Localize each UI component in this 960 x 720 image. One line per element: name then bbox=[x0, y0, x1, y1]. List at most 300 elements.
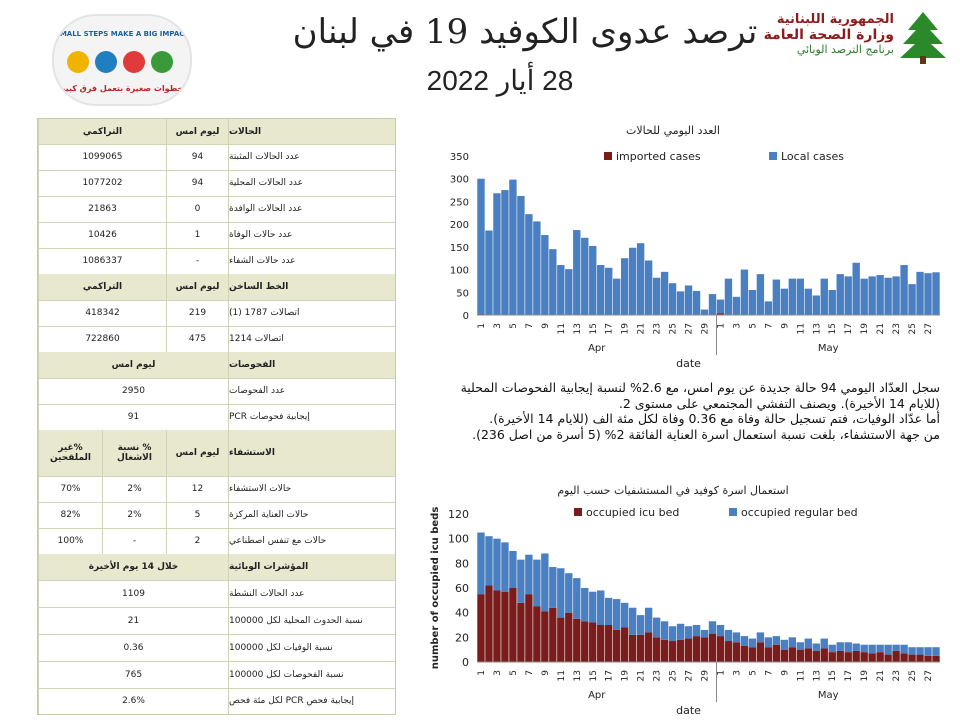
bar-s2 bbox=[717, 625, 724, 636]
indicators-header-row bbox=[38, 554, 395, 581]
bar-s2 bbox=[725, 630, 732, 641]
y-tick-label: 150 bbox=[449, 242, 469, 254]
legend-label: occupied regular bed bbox=[741, 506, 858, 519]
bar-s2 bbox=[677, 624, 684, 640]
x-tick-label: 3 bbox=[492, 323, 503, 329]
bar-s2 bbox=[541, 553, 548, 611]
header-yesterday: ليوم امس bbox=[166, 119, 228, 144]
bar-s2 bbox=[565, 573, 572, 612]
bar-s2 bbox=[932, 272, 939, 315]
bar-s1 bbox=[829, 652, 836, 662]
bar-s2 bbox=[525, 555, 532, 594]
bar-s2 bbox=[725, 279, 732, 315]
bar-s1 bbox=[517, 603, 524, 662]
bar-s2 bbox=[749, 290, 756, 315]
table-row bbox=[38, 196, 395, 223]
header-cases: الحالات bbox=[228, 119, 395, 144]
hospital-beds-chart bbox=[420, 478, 945, 718]
bar-s1 bbox=[789, 647, 796, 662]
bar-s2 bbox=[533, 560, 540, 607]
x-tick-label: 23 bbox=[892, 323, 903, 335]
bar-s1 bbox=[837, 651, 844, 662]
cell-label: اتصالات 1214 bbox=[228, 326, 395, 352]
header-indicators: المؤشرات الوبائية bbox=[228, 554, 395, 580]
x-tick-label: 29 bbox=[700, 323, 711, 335]
bar-s1 bbox=[701, 637, 708, 662]
cell-yesterday: 94 bbox=[166, 170, 228, 196]
bar-s2 bbox=[685, 626, 692, 638]
cell-value: 765 bbox=[38, 661, 228, 688]
table-row bbox=[38, 378, 395, 405]
x-tick-label: 1 bbox=[476, 323, 487, 329]
header-yesterday: ليوم امس bbox=[38, 352, 228, 378]
cell-cumulative: 418342 bbox=[38, 300, 166, 326]
x-tick-label: 5 bbox=[508, 670, 519, 676]
bar-s2 bbox=[485, 231, 492, 315]
y-tick-label: 80 bbox=[455, 557, 469, 571]
bar-s1 bbox=[477, 594, 484, 662]
cell-yesterday: 2 bbox=[166, 528, 228, 554]
bar-s1 bbox=[541, 611, 548, 662]
bar-s1 bbox=[685, 639, 692, 662]
bar-s2 bbox=[573, 230, 580, 315]
bar-s1 bbox=[932, 656, 939, 662]
bar-s2 bbox=[613, 279, 620, 315]
x-tick-label: 13 bbox=[572, 323, 583, 335]
bar-s1 bbox=[908, 655, 915, 662]
cell-label: عدد حالات الشفاء bbox=[228, 248, 395, 274]
table-row bbox=[38, 248, 395, 275]
bar-s2 bbox=[669, 626, 676, 641]
bar-s1 bbox=[725, 641, 732, 662]
legend-swatch bbox=[604, 152, 612, 160]
table-row bbox=[38, 502, 395, 529]
bar-s2 bbox=[509, 551, 516, 588]
bar-s2 bbox=[581, 238, 588, 315]
bar-s2 bbox=[493, 193, 500, 315]
cell-yesterday: 2950 bbox=[38, 378, 228, 404]
cell-occupancy: 2% bbox=[102, 502, 166, 528]
x-tick-label: 21 bbox=[876, 323, 887, 335]
hotline-header-row bbox=[38, 274, 395, 301]
bar-s2 bbox=[765, 637, 772, 647]
bar-s1 bbox=[900, 653, 907, 662]
x-tick-label: 17 bbox=[604, 670, 615, 682]
summary-line4: من جهة الاستشفاء، بلغت نسبة استعمال اسرة العناية الفائقة 2% (5 أسرة من اصل 236). bbox=[472, 426, 940, 442]
chart-title: استعمال اسرة كوفيد في المستشفيات حسب اليوم bbox=[557, 484, 789, 497]
x-tick-label: 7 bbox=[524, 670, 535, 676]
logo-top-text: SMALL STEPS MAKE A BIG IMPACT bbox=[54, 30, 190, 38]
cell-yesterday: 0 bbox=[166, 196, 228, 222]
bar-s2 bbox=[829, 290, 836, 315]
bar-s1 bbox=[892, 651, 899, 662]
bar-s2 bbox=[709, 294, 716, 315]
x-tick-label: 9 bbox=[540, 323, 551, 329]
bar-s2 bbox=[852, 644, 859, 651]
x-tick-label: 21 bbox=[876, 670, 887, 682]
bar-s2 bbox=[589, 592, 596, 623]
bar-s2 bbox=[637, 615, 644, 635]
month-label: May bbox=[817, 343, 839, 354]
x-tick-label: 1 bbox=[476, 670, 487, 676]
logo-bottom-text: خطوات صغيرة بتعمل فرق كبير bbox=[60, 84, 184, 93]
x-tick-label: 27 bbox=[684, 670, 695, 682]
header-hotline: الخط الساخن bbox=[228, 274, 395, 300]
y-tick-label: 100 bbox=[448, 532, 469, 546]
x-tick-label: 27 bbox=[684, 323, 695, 335]
bar-s2 bbox=[932, 647, 939, 656]
bar-s1 bbox=[597, 625, 604, 662]
x-tick-label: 1 bbox=[716, 323, 727, 329]
campaign-logo bbox=[52, 14, 192, 106]
table-row bbox=[38, 404, 395, 431]
x-tick-label: 25 bbox=[668, 323, 679, 335]
bar-s2 bbox=[549, 249, 556, 315]
cell-label: عدد الحالات المثبتة bbox=[228, 144, 395, 170]
cell-label: عدد حالات الوفاة bbox=[228, 222, 395, 248]
x-tick-label: 11 bbox=[796, 323, 807, 335]
header-cumulative: التراكمي bbox=[38, 274, 166, 300]
cell-cumulative: 1086337 bbox=[38, 248, 166, 274]
header-yesterday: ليوم امس bbox=[166, 274, 228, 300]
bar-s1 bbox=[733, 642, 740, 662]
ministry-name bbox=[760, 12, 894, 56]
x-tick-label: 15 bbox=[828, 323, 839, 335]
cell-label: عدد الحالات النشطة bbox=[228, 580, 395, 607]
bar-s1 bbox=[485, 586, 492, 662]
bar-s2 bbox=[813, 295, 820, 315]
bar-s2 bbox=[517, 196, 524, 315]
cell-yesterday: 1 bbox=[166, 222, 228, 248]
cell-cumulative: 10426 bbox=[38, 222, 166, 248]
bar-s2 bbox=[557, 265, 564, 315]
month-label: Apr bbox=[588, 343, 606, 354]
table-row bbox=[38, 528, 395, 555]
cell-occupancy: 2% bbox=[102, 476, 166, 502]
table-row bbox=[38, 222, 395, 249]
bar-s1 bbox=[533, 607, 540, 663]
bar-s2 bbox=[685, 285, 692, 315]
bar-s1 bbox=[749, 647, 756, 662]
x-axis-title: date bbox=[676, 357, 701, 370]
bar-s2 bbox=[924, 273, 931, 315]
hospital-header-row bbox=[38, 430, 395, 477]
x-tick-label: 9 bbox=[780, 323, 791, 329]
bar-s1 bbox=[717, 636, 724, 662]
bar-s2 bbox=[677, 291, 684, 315]
table-row bbox=[38, 170, 395, 197]
cell-yesterday: 94 bbox=[166, 144, 228, 170]
cedar-tree-icon bbox=[898, 10, 948, 64]
bar-s1 bbox=[757, 642, 764, 662]
bar-s2 bbox=[645, 608, 652, 633]
table-row bbox=[38, 144, 395, 171]
y-tick-label: 60 bbox=[455, 582, 469, 595]
x-tick-label: 21 bbox=[636, 323, 647, 335]
x-tick-label: 7 bbox=[764, 670, 775, 676]
summary-line2: (للايام 14 الأخيرة). ويصنف التفشي المجتمعي على مستوى 2. bbox=[618, 395, 940, 411]
bar-s1 bbox=[693, 636, 700, 662]
cell-cumulative: 1099065 bbox=[38, 144, 166, 170]
table-row bbox=[38, 300, 395, 327]
cell-yesterday: 475 bbox=[166, 326, 228, 352]
cell-cumulative: 1077202 bbox=[38, 170, 166, 196]
bar-s2 bbox=[789, 279, 796, 315]
bar-s2 bbox=[916, 272, 923, 315]
y-tick-label: 350 bbox=[449, 152, 469, 163]
cell-label: اتصالات 1787 (1) bbox=[228, 300, 395, 326]
bar-s2 bbox=[805, 639, 812, 649]
header-tests: الفحوصات bbox=[228, 352, 395, 378]
y-tick-label: 0 bbox=[462, 311, 469, 322]
x-tick-label: 3 bbox=[492, 670, 503, 676]
bar-s2 bbox=[477, 179, 484, 314]
bar-s2 bbox=[924, 647, 931, 656]
bar-s1 bbox=[884, 655, 891, 662]
x-tick-label: 7 bbox=[764, 323, 775, 329]
cell-cumulative: 21863 bbox=[38, 196, 166, 222]
cell-value: 21 bbox=[38, 607, 228, 634]
bar-s1 bbox=[557, 618, 564, 662]
bar-s2 bbox=[613, 599, 620, 630]
bar-s2 bbox=[900, 265, 907, 315]
bar-s1 bbox=[493, 590, 500, 662]
cell-label: إيجابية فحص PCR لكل مئة فحص bbox=[228, 688, 395, 714]
x-tick-label: 1 bbox=[716, 670, 727, 676]
bar-s2 bbox=[717, 300, 724, 314]
bar-s2 bbox=[892, 276, 899, 315]
bar-s2 bbox=[549, 567, 556, 608]
bar-s2 bbox=[749, 639, 756, 648]
bar-s2 bbox=[645, 260, 652, 315]
bar-s1 bbox=[781, 650, 788, 662]
legend-label: occupied icu bed bbox=[586, 506, 680, 519]
bar-s2 bbox=[813, 644, 820, 651]
bar-s2 bbox=[900, 645, 907, 654]
bar-s2 bbox=[741, 636, 748, 646]
cell-label: عدد الحالات المحلية bbox=[228, 170, 395, 196]
cell-value: 1109 bbox=[38, 580, 228, 607]
bar-s1 bbox=[661, 640, 668, 662]
bar-s2 bbox=[837, 274, 844, 315]
table-row bbox=[38, 607, 395, 635]
summary-text bbox=[420, 380, 940, 442]
summary-line3: أما عدّاد الوفيات، فتم تسجيل حالة وفاة مع 0.36 وفاة لكل مئة الف (للايام 14 الأخيرة). bbox=[489, 411, 940, 426]
bar-s1 bbox=[805, 648, 812, 662]
x-tick-label: 13 bbox=[812, 323, 823, 335]
bar-s1 bbox=[549, 608, 556, 662]
bar-s2 bbox=[789, 637, 796, 647]
bar-s2 bbox=[908, 647, 915, 654]
x-tick-label: 27 bbox=[924, 323, 935, 335]
cell-label: نسبة الحدوث المحلية لكل 100000 bbox=[228, 607, 395, 634]
bar-s2 bbox=[868, 276, 875, 315]
cell-cumulative: 722860 bbox=[38, 326, 166, 352]
bar-s2 bbox=[629, 248, 636, 315]
bar-s1 bbox=[637, 635, 644, 662]
bar-s2 bbox=[605, 598, 612, 625]
x-tick-label: 17 bbox=[604, 323, 615, 335]
x-tick-label: 25 bbox=[668, 670, 679, 682]
bar-s2 bbox=[653, 618, 660, 638]
bar-s2 bbox=[597, 590, 604, 625]
x-tick-label: 15 bbox=[828, 670, 839, 682]
bar-s2 bbox=[517, 560, 524, 603]
bar-s2 bbox=[733, 632, 740, 642]
x-tick-label: 25 bbox=[908, 670, 919, 682]
bar-s1 bbox=[924, 656, 931, 662]
bar-s2 bbox=[589, 246, 596, 315]
bar-s1 bbox=[653, 637, 660, 662]
bar-s1 bbox=[868, 653, 875, 662]
cell-label: حالات مع تنفس اصطناعي bbox=[228, 528, 395, 554]
bar-s2 bbox=[876, 645, 883, 652]
header-yesterday: ليوم امس bbox=[166, 430, 228, 476]
daily-cases-chart bbox=[420, 118, 945, 378]
x-tick-label: 29 bbox=[700, 670, 711, 682]
bar-s2 bbox=[701, 310, 708, 315]
bar-s2 bbox=[693, 625, 700, 636]
bar-s2 bbox=[621, 258, 628, 315]
bar-s1 bbox=[581, 621, 588, 662]
bar-s1 bbox=[589, 623, 596, 662]
ministry-line2: وزارة الصحة العامة bbox=[763, 27, 894, 43]
bar-s2 bbox=[821, 279, 828, 315]
bar-s2 bbox=[669, 283, 676, 315]
table-row bbox=[38, 580, 395, 608]
bar-s2 bbox=[501, 190, 508, 315]
x-tick-label: 9 bbox=[780, 670, 791, 676]
cell-unvaccinated: 100% bbox=[38, 528, 102, 554]
cell-label: نسبة الوفيات لكل 100000 bbox=[228, 634, 395, 661]
bar-s2 bbox=[781, 289, 788, 315]
table-row bbox=[38, 326, 395, 353]
legend-label: imported cases bbox=[616, 150, 701, 163]
cell-occupancy: - bbox=[102, 528, 166, 554]
x-tick-label: 11 bbox=[556, 670, 567, 682]
legend-swatch bbox=[729, 508, 737, 516]
bar-s1 bbox=[565, 613, 572, 662]
bar-s2 bbox=[892, 645, 899, 651]
x-tick-label: 3 bbox=[732, 670, 743, 676]
statistics-table bbox=[37, 118, 396, 715]
y-tick-label: 300 bbox=[449, 174, 469, 186]
bar-s1 bbox=[845, 652, 852, 662]
bar-s1 bbox=[876, 652, 883, 662]
ministry-line1: الجمهورية اللبنانية bbox=[776, 12, 894, 27]
bar-s2 bbox=[757, 632, 764, 642]
header-hospitalization: الاستشفاء bbox=[228, 430, 395, 476]
bar-s1 bbox=[645, 632, 652, 662]
bar-s2 bbox=[581, 588, 588, 621]
bar-s1 bbox=[621, 627, 628, 662]
y-tick-label: 50 bbox=[456, 288, 469, 300]
cell-label: نسبة الفحوصات لكل 100000 bbox=[228, 661, 395, 688]
bar-s1 bbox=[773, 645, 780, 662]
bar-s2 bbox=[829, 645, 836, 652]
x-tick-label: 13 bbox=[572, 670, 583, 682]
bar-s1 bbox=[613, 630, 620, 662]
bar-s2 bbox=[693, 291, 700, 315]
x-tick-label: 19 bbox=[860, 323, 871, 335]
bar-s2 bbox=[773, 280, 780, 315]
table-row bbox=[38, 661, 395, 689]
header-last-14-days: خلال 14 يوم الأخيرة bbox=[38, 554, 228, 580]
x-tick-label: 25 bbox=[908, 323, 919, 335]
bar-s2 bbox=[797, 642, 804, 649]
cell-label: إيجابية فحوصات PCR bbox=[228, 404, 395, 430]
bar-s2 bbox=[653, 278, 660, 315]
bar-s2 bbox=[573, 578, 580, 619]
cell-yesterday: 91 bbox=[38, 404, 228, 430]
month-label: Apr bbox=[588, 690, 606, 701]
chart-title: العدد اليومي للحالات bbox=[626, 124, 720, 137]
bar-s2 bbox=[852, 263, 859, 315]
cell-label: عدد الفحوصات bbox=[228, 378, 395, 404]
bar-s2 bbox=[845, 276, 852, 315]
report-date: 28 أيار 2022 bbox=[426, 65, 574, 96]
x-tick-label: 3 bbox=[732, 323, 743, 329]
bar-s2 bbox=[837, 642, 844, 651]
header-occupancy: % نسبة الاشغال bbox=[102, 430, 166, 476]
bar-s2 bbox=[797, 279, 804, 315]
x-tick-label: 19 bbox=[620, 323, 631, 335]
page-title: ترصد عدوى الكوفيد 19 في لبنان bbox=[292, 12, 758, 52]
header-cumulative: التراكمي bbox=[38, 119, 166, 144]
bar-s2 bbox=[477, 533, 484, 595]
cell-yesterday: 219 bbox=[166, 300, 228, 326]
bar-s1 bbox=[741, 646, 748, 662]
bar-s2 bbox=[509, 180, 516, 315]
x-tick-label: 23 bbox=[652, 323, 663, 335]
x-tick-label: 7 bbox=[524, 323, 535, 329]
cell-yesterday: 12 bbox=[166, 476, 228, 502]
x-tick-label: 17 bbox=[844, 670, 855, 682]
bar-s2 bbox=[637, 243, 644, 315]
table-row bbox=[38, 476, 395, 503]
bar-s1 bbox=[501, 592, 508, 662]
bar-s1 bbox=[605, 625, 612, 662]
cell-label: حالات الاستشفاء bbox=[228, 476, 395, 502]
bar-s2 bbox=[757, 274, 764, 315]
tests-header-row bbox=[38, 352, 395, 379]
cell-unvaccinated: 70% bbox=[38, 476, 102, 502]
bar-s2 bbox=[860, 645, 867, 652]
bar-s2 bbox=[868, 645, 875, 654]
table-row bbox=[38, 634, 395, 662]
bar-s1 bbox=[852, 651, 859, 662]
x-tick-label: 19 bbox=[620, 670, 631, 682]
y-axis-title: number of occupied icu beds bbox=[430, 506, 441, 670]
bar-s2 bbox=[701, 630, 708, 637]
bar-s2 bbox=[805, 289, 812, 315]
y-tick-label: 40 bbox=[455, 606, 469, 620]
bar-s1 bbox=[677, 640, 684, 662]
x-tick-label: 23 bbox=[892, 670, 903, 682]
cell-yesterday: - bbox=[166, 248, 228, 274]
y-tick-label: 250 bbox=[449, 197, 469, 209]
table-row bbox=[38, 688, 395, 714]
x-axis-title: date bbox=[676, 704, 701, 717]
bar-s2 bbox=[908, 284, 915, 315]
x-tick-label: 15 bbox=[588, 323, 599, 335]
bar-s2 bbox=[597, 265, 604, 315]
bar-s2 bbox=[733, 297, 740, 315]
cell-yesterday: 5 bbox=[166, 502, 228, 528]
legend-label: Local cases bbox=[781, 150, 845, 163]
legend-swatch bbox=[769, 152, 777, 160]
bar-s1 bbox=[821, 648, 828, 662]
